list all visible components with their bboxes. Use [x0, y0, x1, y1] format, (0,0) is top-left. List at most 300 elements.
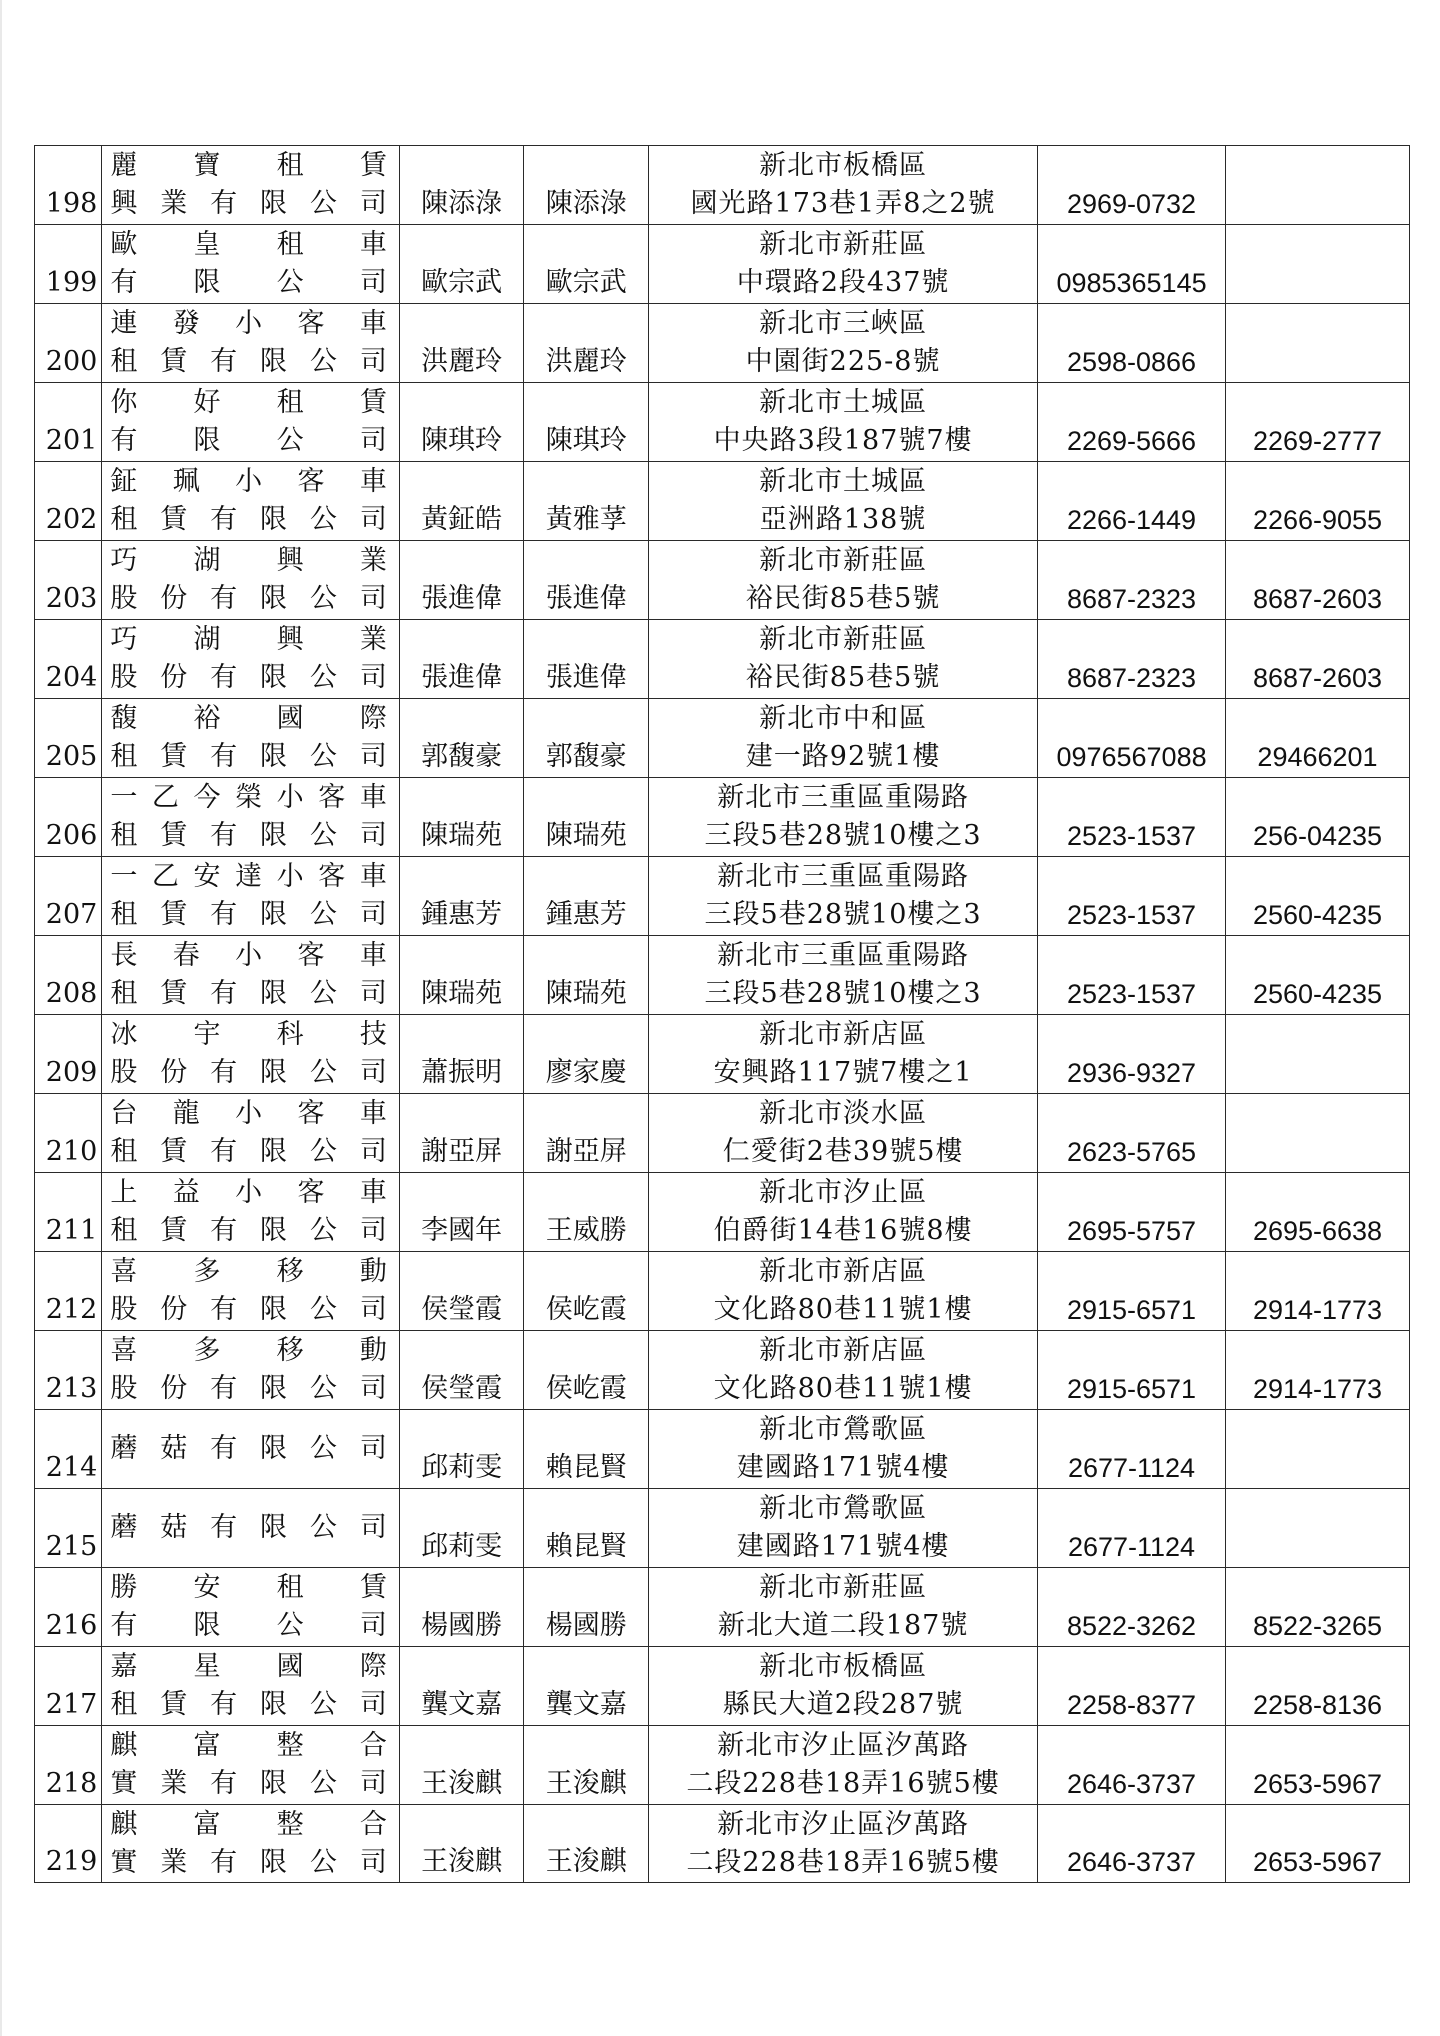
company-name-cell [102, 1173, 400, 1252]
phone-number: 2915-6571 [1066, 1374, 1197, 1404]
company-name-line2: 蘑菇有限公司 [110, 1512, 389, 1543]
phone-number-2: 2560-4235 [1252, 900, 1383, 930]
phone-number: 2623-5765 [1066, 1137, 1197, 1167]
row-number-cell [35, 1331, 102, 1410]
row-number: 204 [45, 662, 98, 693]
phone2-cell [1226, 1647, 1410, 1726]
company-name-line2: 股份有限公司 [110, 583, 389, 614]
representative-cell [399, 778, 524, 857]
table-row [35, 1726, 1410, 1805]
representative-cell [399, 225, 524, 304]
address-cell [649, 1252, 1038, 1331]
phone-cell [1038, 146, 1226, 225]
company-name-line1: 上益小客車 [110, 1177, 389, 1208]
row-number: 206 [45, 820, 98, 851]
address-line1: 新北市汐止區 [759, 1177, 928, 1208]
table-row [35, 1805, 1410, 1883]
company-name-cell [102, 1331, 400, 1410]
row-number-cell [35, 1173, 102, 1252]
address-cell [649, 383, 1038, 462]
phone-cell [1038, 1331, 1226, 1410]
phone2-cell [1226, 857, 1410, 936]
company-name-line2: 實業有限公司 [110, 1846, 389, 1878]
table-row [35, 1173, 1410, 1252]
company-name-cell [102, 146, 400, 225]
phone-number: 8522-3262 [1066, 1611, 1197, 1641]
table-row [35, 1489, 1410, 1568]
manager-name: 黃雅莩 [545, 504, 627, 535]
phone-number-2: 2695-6638 [1252, 1216, 1383, 1246]
company-name-cell [102, 1252, 400, 1331]
phone2-cell [1226, 225, 1410, 304]
company-name-cell [102, 462, 400, 541]
representative-name: 張進偉 [421, 662, 503, 693]
row-number: 210 [45, 1136, 98, 1167]
row-number-cell [35, 1647, 102, 1726]
phone-number: 2677-1124 [1067, 1453, 1196, 1483]
table-row [35, 620, 1410, 699]
company-name-line1: 台龍小客車 [110, 1098, 389, 1129]
row-number-cell [35, 778, 102, 857]
address-cell [649, 304, 1038, 383]
representative-cell [399, 1726, 524, 1805]
row-number-cell [35, 304, 102, 383]
phone-cell [1038, 699, 1226, 778]
address-line1: 新北市板橋區 [759, 1651, 928, 1682]
row-number-cell [35, 225, 102, 304]
manager-cell [524, 857, 649, 936]
address-line1: 新北市三重區重陽路 [717, 861, 970, 892]
company-name-cell [102, 778, 400, 857]
manager-name: 張進偉 [545, 662, 627, 693]
address-line1: 新北市新莊區 [759, 545, 928, 576]
representative-name: 王浚麒 [421, 1846, 503, 1877]
phone2-cell [1226, 383, 1410, 462]
representative-name: 李國年 [421, 1215, 503, 1246]
representative-cell [399, 1015, 524, 1094]
address-line1: 新北市新莊區 [759, 624, 928, 655]
address-line2: 中環路2段437號 [736, 267, 950, 298]
company-name-line1: 麒富整合 [110, 1808, 389, 1840]
phone-number-2: 256-04235 [1252, 821, 1383, 851]
address-cell [649, 1015, 1038, 1094]
address-line1: 新北市板橋區 [759, 150, 928, 181]
phone-cell [1038, 541, 1226, 620]
phone2-cell [1226, 1805, 1410, 1883]
row-number-cell [35, 936, 102, 1015]
company-name-line2: 股份有限公司 [110, 1294, 389, 1325]
company-name-cell [102, 1726, 400, 1805]
address-line2: 裕民街85巷5號 [745, 662, 941, 693]
phone-cell [1038, 857, 1226, 936]
phone2-cell [1226, 1173, 1410, 1252]
row-number-cell [35, 383, 102, 462]
rental-company-table [34, 145, 1410, 1883]
table-row [35, 1647, 1410, 1726]
manager-name: 廖家慶 [545, 1057, 627, 1088]
phone-cell [1038, 1410, 1226, 1489]
phone2-cell [1226, 1094, 1410, 1173]
address-cell [649, 1173, 1038, 1252]
phone-cell [1038, 1647, 1226, 1726]
representative-name: 王浚麒 [421, 1768, 503, 1799]
row-number: 201 [45, 425, 98, 456]
row-number: 198 [45, 188, 98, 219]
address-line1: 新北市新店區 [759, 1256, 928, 1287]
address-line1: 新北市中和區 [759, 703, 928, 734]
phone-number: 0985365145 [1056, 268, 1207, 298]
representative-cell [399, 1173, 524, 1252]
representative-name: 邱莉雯 [421, 1531, 503, 1562]
manager-name: 楊國勝 [545, 1610, 627, 1641]
phone-number: 2936-9327 [1066, 1058, 1197, 1088]
phone2-cell [1226, 541, 1410, 620]
phone2-cell [1226, 462, 1410, 541]
address-cell [649, 1489, 1038, 1568]
phone-number: 2523-1537 [1066, 979, 1197, 1009]
manager-cell [524, 225, 649, 304]
manager-name: 陳添淥 [545, 188, 627, 219]
address-cell [649, 225, 1038, 304]
manager-cell [524, 778, 649, 857]
address-line2: 三段5巷28號10樓之3 [704, 978, 982, 1009]
representative-cell [399, 462, 524, 541]
representative-cell [399, 1410, 524, 1489]
company-name-line1: 你好租賃 [110, 387, 389, 418]
representative-cell [399, 1805, 524, 1883]
representative-name: 張進偉 [421, 583, 503, 614]
phone-cell [1038, 225, 1226, 304]
phone-cell [1038, 462, 1226, 541]
phone2-cell [1226, 778, 1410, 857]
manager-cell [524, 462, 649, 541]
representative-name: 鍾惠芳 [421, 899, 503, 930]
row-number: 205 [45, 741, 98, 772]
company-name-line1: 麗寶租賃 [110, 150, 389, 181]
address-line1: 新北市新莊區 [759, 229, 928, 260]
address-line2: 三段5巷28號10樓之3 [704, 899, 982, 930]
representative-cell [399, 1331, 524, 1410]
row-number-cell [35, 1015, 102, 1094]
phone-cell [1038, 1805, 1226, 1883]
phone2-cell [1226, 699, 1410, 778]
address-line1: 新北市土城區 [759, 466, 928, 497]
table-row [35, 1015, 1410, 1094]
manager-name: 歐宗武 [545, 267, 627, 298]
row-number: 207 [45, 899, 98, 930]
manager-cell [524, 699, 649, 778]
phone-number: 2523-1537 [1066, 821, 1197, 851]
address-cell [649, 778, 1038, 857]
row-number: 202 [45, 504, 98, 535]
address-cell [649, 699, 1038, 778]
address-line1: 新北市三重區重陽路 [717, 782, 970, 813]
representative-name: 洪麗玲 [421, 346, 503, 377]
manager-name: 謝亞屏 [545, 1136, 627, 1167]
table-row [35, 1094, 1410, 1173]
manager-cell [524, 1726, 649, 1805]
row-number-cell [35, 857, 102, 936]
phone-cell [1038, 1173, 1226, 1252]
address-line2: 建一路92號1樓 [745, 741, 941, 772]
phone-cell [1038, 304, 1226, 383]
company-name-line2: 租賃有限公司 [110, 346, 389, 377]
company-name-line2: 有限公司 [110, 425, 389, 456]
company-name-line1: 連發小客車 [110, 308, 389, 339]
row-number: 212 [45, 1294, 98, 1325]
manager-name: 洪麗玲 [545, 346, 627, 377]
row-number: 211 [45, 1215, 98, 1246]
manager-name: 陳琪玲 [545, 425, 627, 456]
row-number: 214 [45, 1452, 98, 1483]
manager-name: 陳瑞苑 [545, 820, 627, 851]
manager-cell [524, 1568, 649, 1647]
table-row [35, 462, 1410, 541]
table-row [35, 778, 1410, 857]
company-name-cell [102, 857, 400, 936]
phone-number: 2695-5757 [1066, 1216, 1197, 1246]
manager-cell [524, 1647, 649, 1726]
company-name-line2: 股份有限公司 [110, 662, 389, 693]
manager-cell [524, 1252, 649, 1331]
company-name-line2: 股份有限公司 [110, 1057, 389, 1088]
company-name-cell [102, 1568, 400, 1647]
manager-cell [524, 304, 649, 383]
phone2-cell [1226, 620, 1410, 699]
company-name-line1: 喜多移動 [110, 1256, 389, 1287]
company-name-line2: 興業有限公司 [110, 188, 389, 219]
table-row [35, 1252, 1410, 1331]
representative-name: 郭馥豪 [421, 741, 503, 772]
manager-name: 王浚麒 [545, 1768, 627, 1799]
manager-cell [524, 1805, 649, 1883]
phone2-cell [1226, 146, 1410, 225]
address-line2: 仁愛街2巷39號5樓 [722, 1136, 964, 1167]
phone2-cell [1226, 1568, 1410, 1647]
company-name-cell [102, 541, 400, 620]
row-number: 208 [45, 978, 98, 1009]
phone-cell [1038, 1252, 1226, 1331]
address-line2: 文化路80巷11號1樓 [713, 1294, 973, 1325]
phone-cell [1038, 1568, 1226, 1647]
row-number-cell [35, 146, 102, 225]
company-name-line1: 勝安租賃 [110, 1572, 389, 1603]
row-number: 199 [45, 267, 98, 298]
company-name-line1: 巧湖興業 [110, 624, 389, 655]
row-number-cell [35, 1252, 102, 1331]
row-number-cell [35, 1805, 102, 1883]
representative-cell [399, 1568, 524, 1647]
company-name-line1: 鉦珮小客車 [110, 466, 389, 497]
phone2-cell [1226, 1489, 1410, 1568]
row-number: 216 [45, 1610, 98, 1641]
address-line2: 伯爵街14巷16號8樓 [713, 1215, 973, 1246]
representative-name: 侯瑩霞 [421, 1373, 503, 1404]
representative-name: 黃鉦皓 [421, 504, 503, 535]
representative-cell [399, 1647, 524, 1726]
representative-name: 侯瑩霞 [421, 1294, 503, 1325]
address-line1: 新北市三重區重陽路 [717, 940, 970, 971]
row-number: 219 [45, 1846, 98, 1877]
representative-cell [399, 1094, 524, 1173]
address-cell [649, 541, 1038, 620]
address-cell [649, 1805, 1038, 1883]
address-line1: 新北市鶯歌區 [759, 1493, 928, 1524]
phone-number: 2646-3737 [1066, 1769, 1197, 1799]
phone-number: 8687-2323 [1066, 584, 1197, 614]
company-name-line2: 租賃有限公司 [110, 899, 389, 930]
phone-cell [1038, 1726, 1226, 1805]
row-number-cell [35, 1410, 102, 1489]
phone-number-2: 2266-9055 [1252, 505, 1383, 535]
phone2-cell [1226, 1726, 1410, 1805]
address-line2: 縣民大道2段287號 [722, 1689, 964, 1720]
phone-number: 2266-1449 [1066, 505, 1197, 535]
representative-name: 楊國勝 [421, 1610, 503, 1641]
manager-cell [524, 383, 649, 462]
phone-cell [1038, 1094, 1226, 1173]
company-name-line2: 租賃有限公司 [110, 1136, 389, 1167]
phone-cell [1038, 936, 1226, 1015]
company-name-line1: 嘉星國際 [110, 1651, 389, 1682]
address-line1: 新北市土城區 [759, 387, 928, 418]
row-number-cell [35, 1726, 102, 1805]
address-cell [649, 1726, 1038, 1805]
manager-cell [524, 146, 649, 225]
table-row [35, 146, 1410, 225]
company-name-line1: 冰宇科技 [110, 1019, 389, 1050]
phone-number: 2258-8377 [1066, 1690, 1197, 1720]
address-line2: 文化路80巷11號1樓 [713, 1373, 973, 1404]
company-name-line2: 租賃有限公司 [110, 741, 389, 772]
manager-cell [524, 1489, 649, 1568]
company-name-line2: 蘑菇有限公司 [110, 1433, 389, 1464]
table-row [35, 1410, 1410, 1489]
address-line2: 建國路171號4樓 [736, 1531, 950, 1562]
manager-name: 賴昆賢 [545, 1452, 627, 1483]
manager-cell [524, 1410, 649, 1489]
company-name-line2: 租賃有限公司 [110, 978, 389, 1009]
phone-cell [1038, 1015, 1226, 1094]
row-number: 203 [45, 583, 98, 614]
manager-name: 侯屹霞 [545, 1294, 627, 1325]
address-line2: 中園街225-8號 [745, 346, 941, 377]
representative-cell [399, 383, 524, 462]
manager-name: 王浚麒 [545, 1846, 627, 1877]
address-line2: 裕民街85巷5號 [745, 583, 941, 614]
company-name-line2: 租賃有限公司 [110, 504, 389, 535]
representative-name: 龔文嘉 [421, 1689, 503, 1720]
manager-name: 龔文嘉 [545, 1689, 627, 1720]
address-line2: 新北大道二段187號 [717, 1610, 969, 1641]
table-row [35, 541, 1410, 620]
phone-number: 2969-0732 [1066, 189, 1197, 219]
phone-number: 2915-6571 [1066, 1295, 1197, 1325]
company-name-line2: 有限公司 [110, 267, 389, 298]
address-cell [649, 936, 1038, 1015]
company-name-cell [102, 1489, 400, 1568]
row-number-cell [35, 1489, 102, 1568]
company-name-line2: 租賃有限公司 [110, 1689, 389, 1720]
address-line1: 新北市新莊區 [759, 1572, 928, 1603]
manager-name: 侯屹霞 [545, 1373, 627, 1404]
phone2-cell [1226, 1410, 1410, 1489]
company-name-line1: 馥裕國際 [110, 703, 389, 734]
company-name-line2: 有限公司 [110, 1610, 389, 1641]
row-number-cell [35, 620, 102, 699]
phone-number: 2677-1124 [1067, 1532, 1196, 1562]
manager-name: 張進偉 [545, 583, 627, 614]
phone-number: 2646-3737 [1066, 1847, 1197, 1877]
phone-number: 2523-1537 [1066, 900, 1197, 930]
address-line1: 新北市鶯歌區 [759, 1414, 928, 1445]
phone2-cell [1226, 1252, 1410, 1331]
representative-cell [399, 936, 524, 1015]
scan-edge [0, 0, 2, 2036]
representative-cell [399, 304, 524, 383]
phone-cell [1038, 383, 1226, 462]
manager-cell [524, 541, 649, 620]
address-line2: 亞洲路138號 [759, 504, 927, 535]
phone-number-2: 8687-2603 [1252, 663, 1383, 693]
phone-number: 2598-0866 [1066, 347, 1197, 377]
manager-cell [524, 1173, 649, 1252]
row-number: 200 [45, 346, 98, 377]
company-name-cell [102, 383, 400, 462]
address-line2: 中央路3段187號7樓 [713, 425, 973, 456]
company-name-cell [102, 1015, 400, 1094]
address-cell [649, 1568, 1038, 1647]
company-name-cell [102, 699, 400, 778]
company-name-cell [102, 936, 400, 1015]
phone-number-2: 2653-5967 [1252, 1769, 1383, 1799]
representative-cell [399, 146, 524, 225]
table-row [35, 857, 1410, 936]
company-name-cell [102, 304, 400, 383]
address-cell [649, 1647, 1038, 1726]
address-line2: 國光路173巷1弄8之2號 [690, 188, 996, 219]
address-line1: 新北市汐止區汐萬路 [717, 1808, 970, 1840]
company-name-cell [102, 1805, 400, 1883]
phone2-cell [1226, 1015, 1410, 1094]
row-number-cell [35, 1568, 102, 1647]
row-number: 209 [45, 1057, 98, 1088]
row-number-cell [35, 541, 102, 620]
manager-name: 陳瑞苑 [545, 978, 627, 1009]
phone-cell [1038, 778, 1226, 857]
row-number-cell [35, 462, 102, 541]
representative-cell [399, 620, 524, 699]
address-line2: 建國路171號4樓 [736, 1452, 950, 1483]
row-number: 218 [45, 1768, 98, 1799]
address-cell [649, 1410, 1038, 1489]
representative-cell [399, 699, 524, 778]
company-name-line1: 一乙安達小客車 [110, 861, 389, 892]
address-line1: 新北市三峽區 [759, 308, 928, 339]
phone2-cell [1226, 304, 1410, 383]
company-name-line2: 租賃有限公司 [110, 820, 389, 851]
address-line2: 安興路117號7樓之1 [713, 1057, 973, 1088]
table-row [35, 304, 1410, 383]
phone2-cell [1226, 1331, 1410, 1410]
manager-name: 王威勝 [545, 1215, 627, 1246]
address-cell [649, 1331, 1038, 1410]
address-cell [649, 1094, 1038, 1173]
company-name-line1: 長春小客車 [110, 940, 389, 971]
manager-cell [524, 1331, 649, 1410]
representative-name: 陳琪玲 [421, 425, 503, 456]
row-number: 215 [45, 1531, 98, 1562]
